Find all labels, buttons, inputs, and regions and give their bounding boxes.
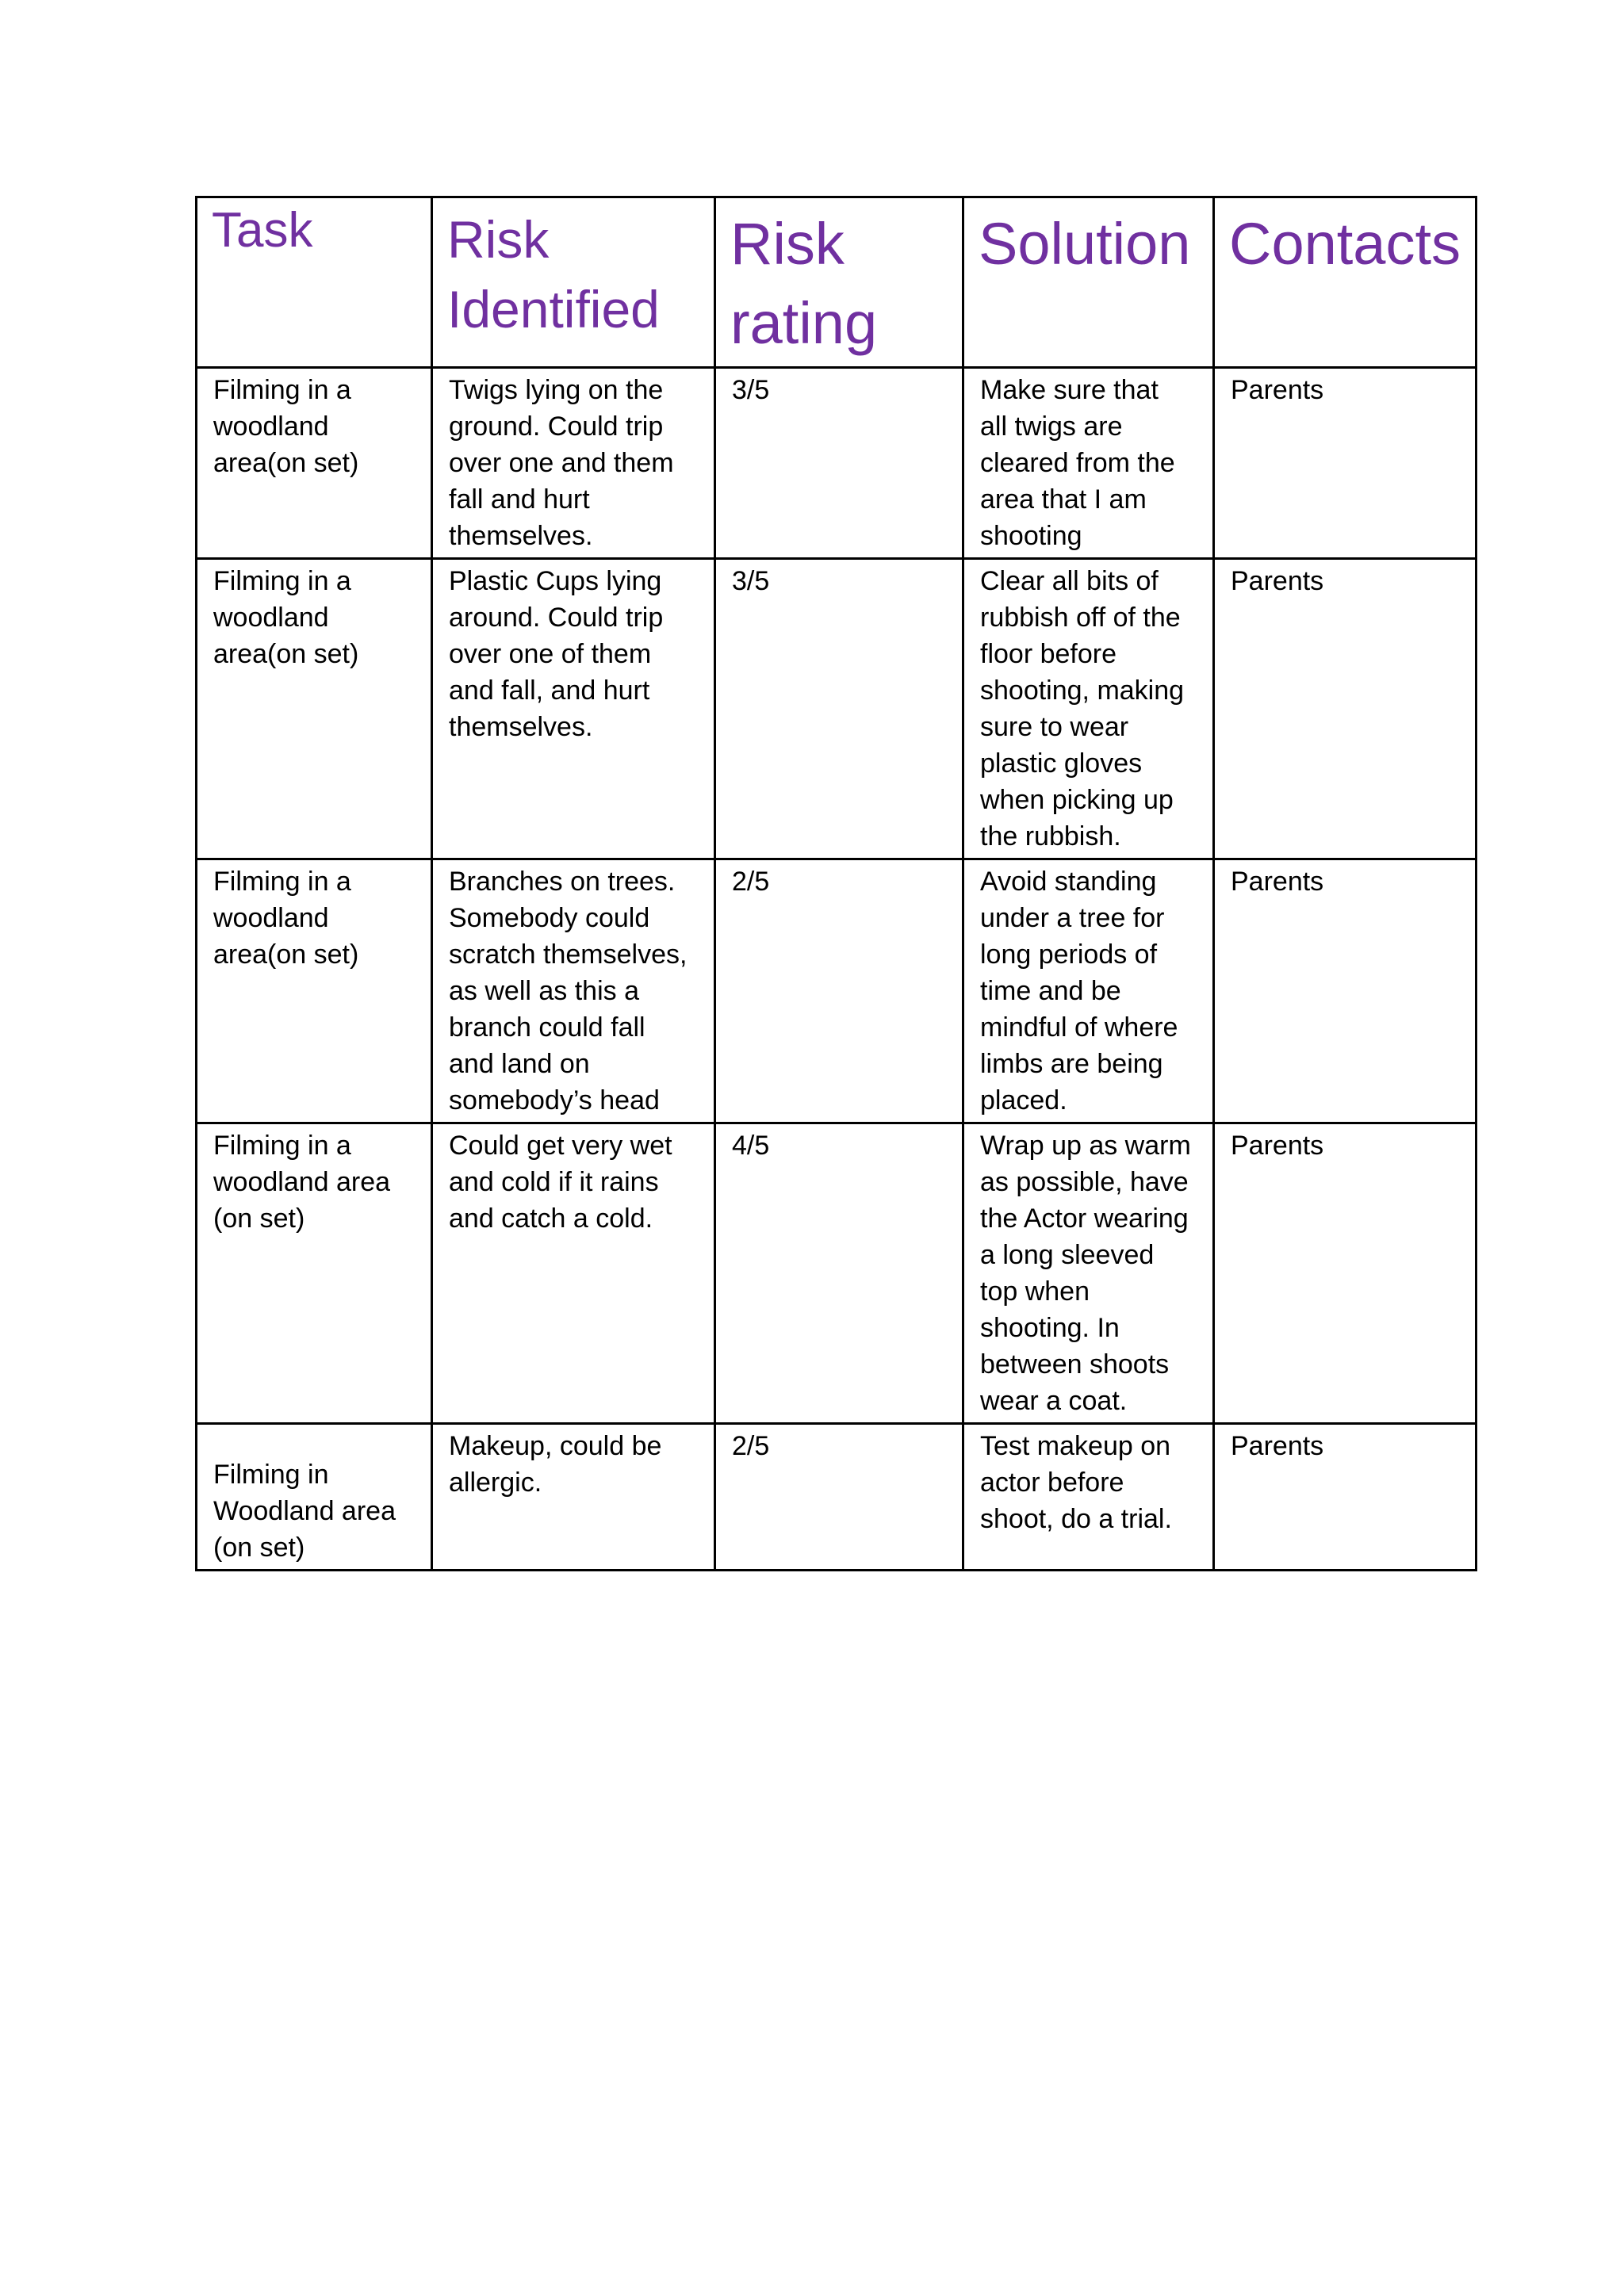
solution-cell: Test makeup on actor before shoot, do a trial. <box>963 1424 1214 1571</box>
risk-cell: Plastic Cups lying around. Could trip over one of them and fall, and hurt themselves. <box>432 559 715 859</box>
rating-cell: 3/5 <box>715 559 963 859</box>
solution-cell: Clear all bits of rubbish off of the floor before shooting, making sure to wear plastic gloves when picking up the rubbish. <box>963 559 1214 859</box>
risk-assessment-table <box>195 196 1477 1571</box>
rating-cell: 2/5 <box>715 1424 963 1571</box>
header-risk-identified: Risk Identified <box>432 197 715 368</box>
header-task: Task <box>197 197 432 368</box>
solution-cell: Make sure that all twigs are cleared from the area that I am shooting <box>963 368 1214 559</box>
task-cell: Filming in a woodland area(on set) <box>197 859 432 1123</box>
rating-cell: 4/5 <box>715 1123 963 1424</box>
table-row <box>197 859 1477 1123</box>
rating-cell: 3/5 <box>715 368 963 559</box>
risk-cell: Branches on trees. Somebody could scratch themselves, as well as this a branch could fall and land on somebody’s head <box>432 859 715 1123</box>
solution-cell: Avoid standing under a tree for long periods of time and be mindful of where limbs are being placed. <box>963 859 1214 1123</box>
task-cell: Filming in a woodland area(on set) <box>197 368 432 559</box>
risk-cell: Makeup, could be allergic. <box>432 1424 715 1571</box>
table-row <box>197 1424 1477 1571</box>
contact-cell: Parents <box>1214 1123 1477 1424</box>
task-cell: Filming in a woodland area(on set) <box>197 559 432 859</box>
rating-cell: 2/5 <box>715 859 963 1123</box>
solution-cell: Wrap up as warm as possible, have the Actor wearing a long sleeved top when shooting. In between shoots wear a coat. <box>963 1123 1214 1424</box>
risk-cell: Twigs lying on the ground. Could trip over one and them fall and hurt themselves. <box>432 368 715 559</box>
header-contacts: Contacts <box>1214 197 1477 368</box>
table-row <box>197 1123 1477 1424</box>
contact-cell: Parents <box>1214 368 1477 559</box>
table-row <box>197 559 1477 859</box>
contact-cell: Parents <box>1214 1424 1477 1571</box>
header-risk-rating: Risk rating <box>715 197 963 368</box>
risk-cell: Could get very wet and cold if it rains and catch a cold. <box>432 1123 715 1424</box>
table-header-row <box>197 197 1477 368</box>
task-cell: Filming in Woodland area (on set) <box>197 1424 432 1571</box>
contact-cell: Parents <box>1214 559 1477 859</box>
header-solution: Solution <box>963 197 1214 368</box>
task-cell: Filming in a woodland area (on set) <box>197 1123 432 1424</box>
table-row <box>197 368 1477 559</box>
contact-cell: Parents <box>1214 859 1477 1123</box>
